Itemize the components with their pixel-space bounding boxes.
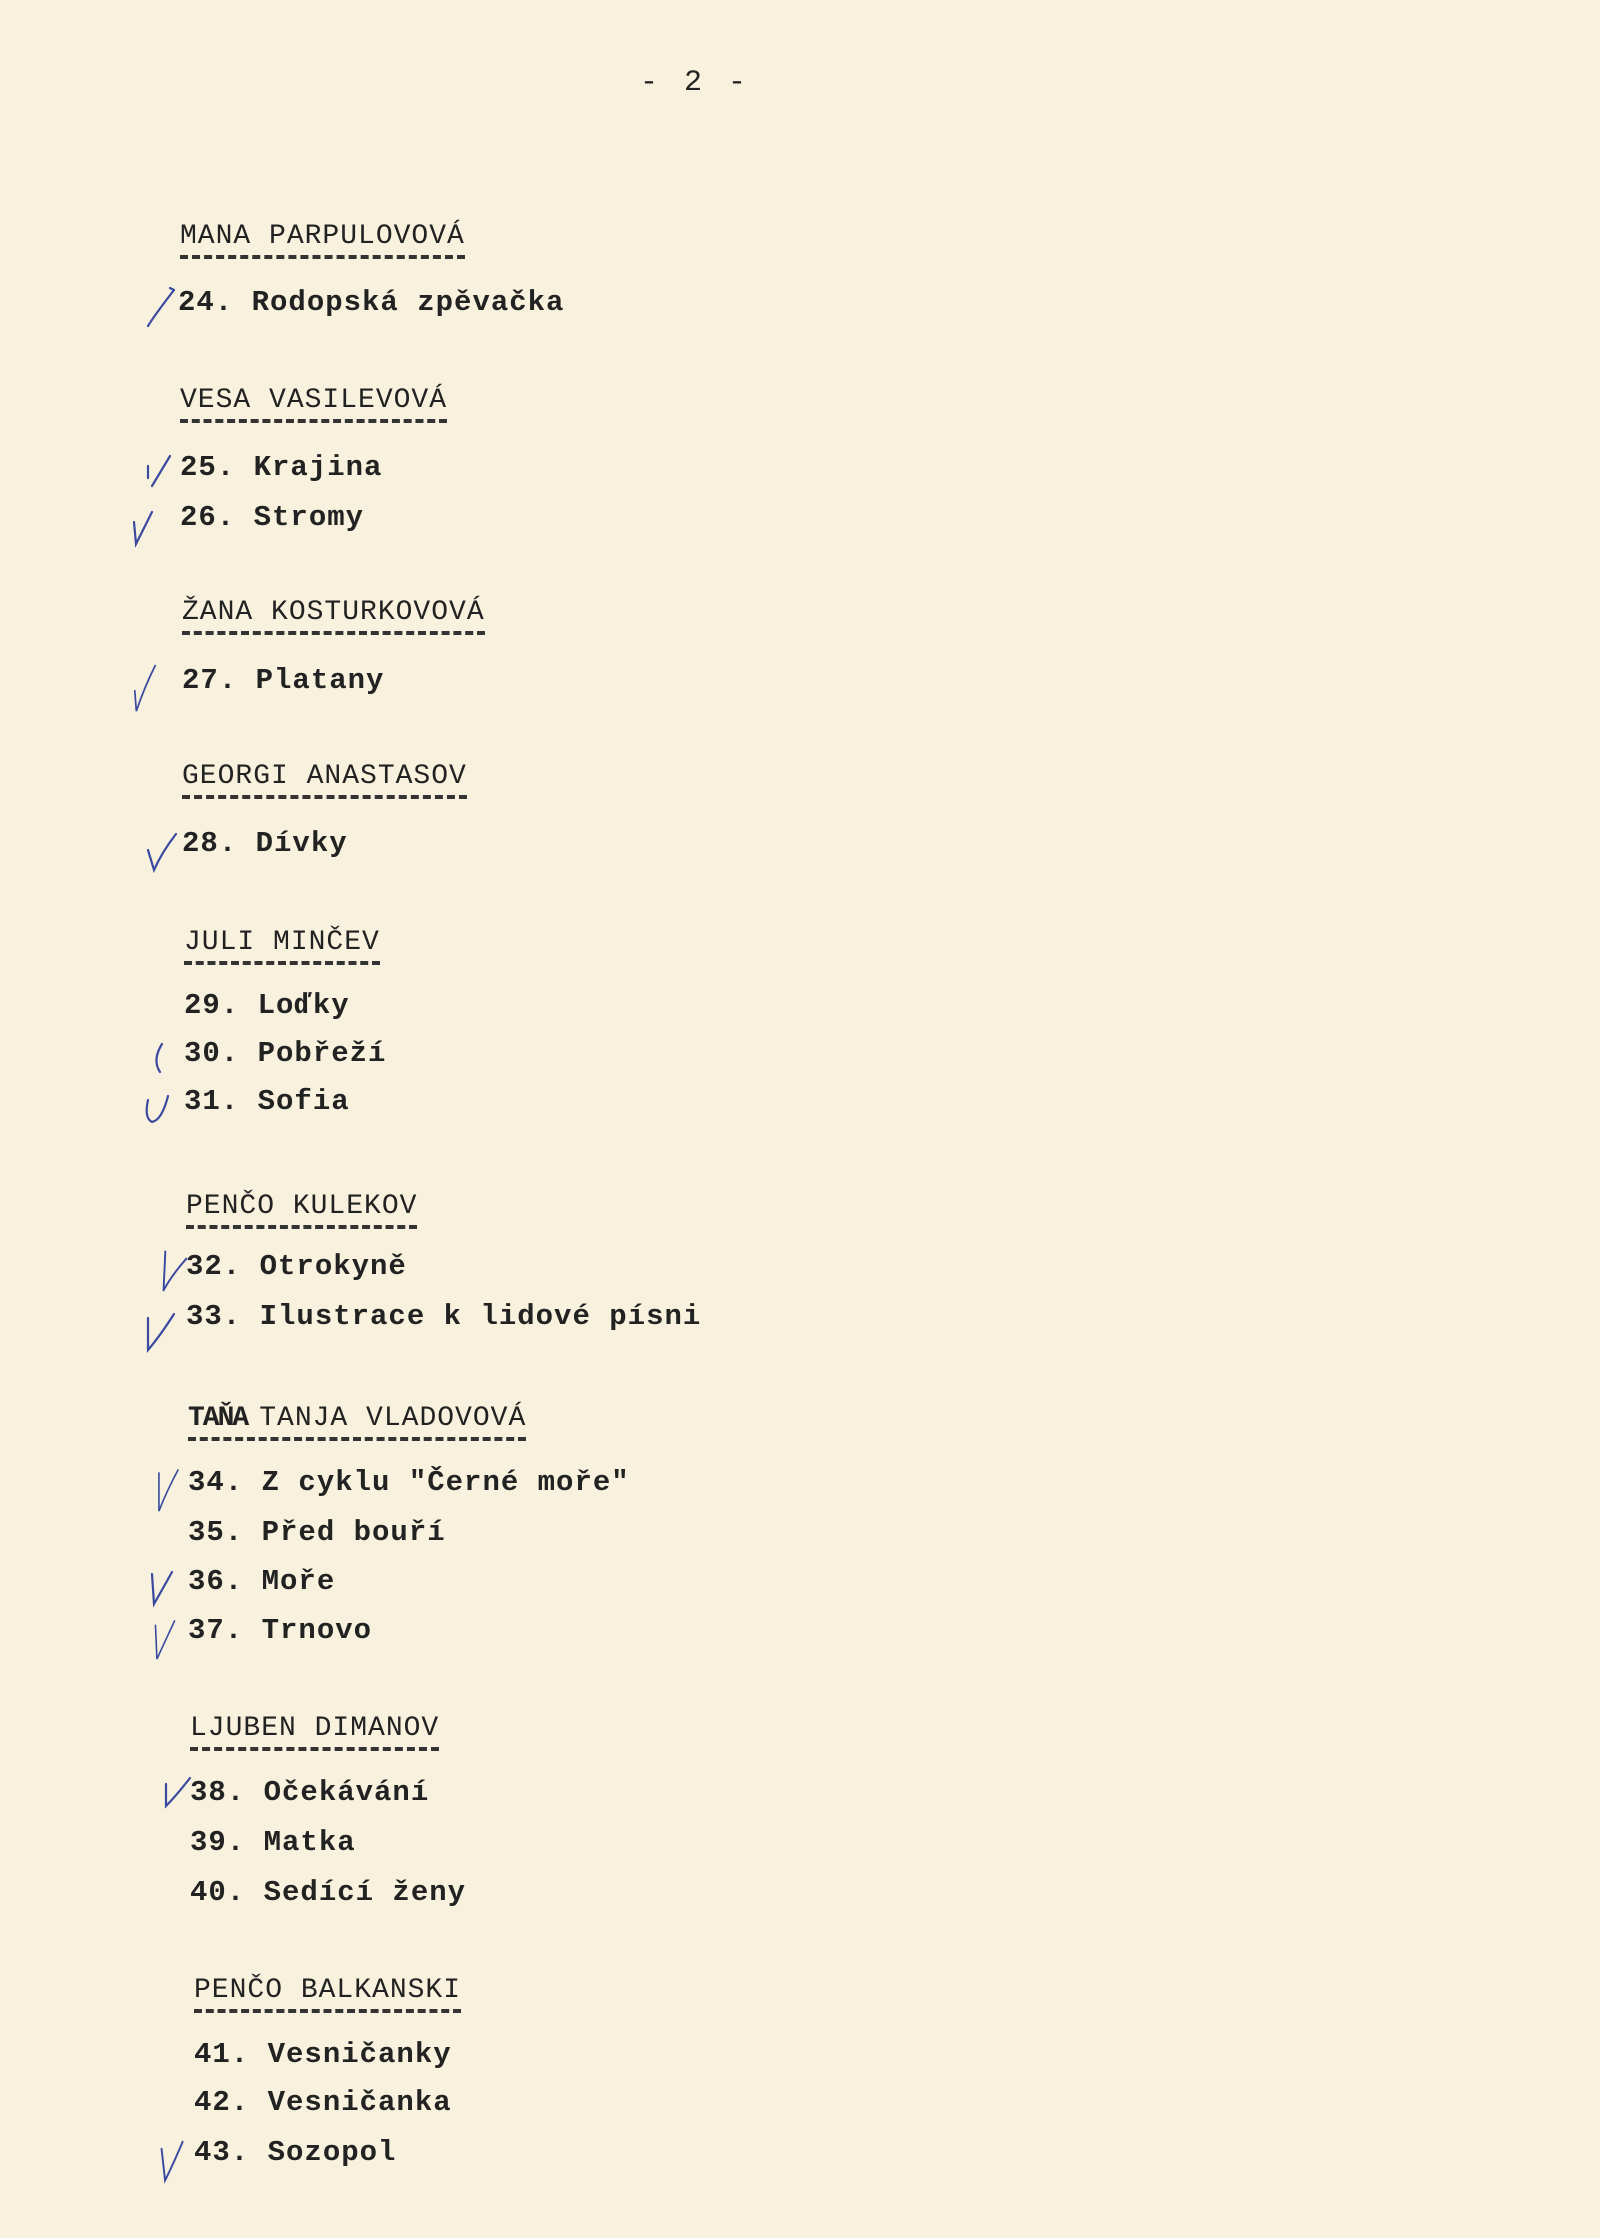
list-item: 36. Moře <box>188 1565 336 1598</box>
checkmark-icon <box>144 1310 178 1354</box>
struck-prefix: TAŇA <box>188 1403 248 1434</box>
list-item: 42. Vesničanka <box>194 2086 452 2119</box>
page-number: - 2 - <box>640 66 751 100</box>
artist-heading: JULI MINČEV <box>184 926 380 965</box>
list-item: 32. Otrokyně <box>186 1250 407 1283</box>
checkmark-icon <box>142 1086 176 1130</box>
artist-heading: PENČO BALKANSKI <box>194 1974 461 2013</box>
list-item: 33. Ilustrace k lidové písni <box>186 1300 702 1333</box>
list-item: 26. Stromy <box>180 501 365 534</box>
artist-heading: LJUBEN DIMANOV <box>190 1712 439 1751</box>
list-item: 34. Z cyklu "Černé moře" <box>188 1466 630 1499</box>
checkmark-icon <box>128 664 162 708</box>
checkmark-icon <box>146 1568 180 1612</box>
list-item: 43. Sozopol <box>194 2136 397 2169</box>
list-item: 31. Sofia <box>184 1085 350 1118</box>
artist-heading: VESA VASILEVOVÁ <box>180 384 447 423</box>
list-item: 30. Pobřeží <box>184 1037 387 1070</box>
list-item: 24. Rodopská zpěvačka <box>178 286 565 319</box>
artist-name: TANJA VLADOVOVÁ <box>259 1403 527 1434</box>
checkmark-icon <box>150 1470 184 1514</box>
checkmark-icon <box>144 452 178 496</box>
artist-heading: ŽANA KOSTURKOVOVÁ <box>182 596 485 635</box>
artist-heading: MANA PARPULOVOVÁ <box>180 220 465 259</box>
checkmark-icon <box>156 2140 190 2184</box>
list-item: 29. Loďky <box>184 989 350 1022</box>
list-item: 39. Matka <box>190 1826 356 1859</box>
artist-heading <box>188 1402 526 1441</box>
artist-heading: GEORGI ANASTASOV <box>182 760 467 799</box>
list-item: 28. Dívky <box>182 827 348 860</box>
list-item: 41. Vesničanky <box>194 2038 452 2071</box>
list-item: 25. Krajina <box>180 451 383 484</box>
list-item: 37. Trnovo <box>188 1614 373 1647</box>
list-item: 38. Očekávání <box>190 1776 430 1809</box>
checkmark-icon <box>146 830 180 874</box>
list-item: 35. Před bouří <box>188 1516 446 1549</box>
list-item: 40. Sedící ženy <box>190 1876 467 1909</box>
checkmark-icon <box>148 1618 182 1662</box>
checkmark-icon <box>130 504 164 548</box>
list-item: 27. Platany <box>182 664 385 697</box>
checkmark-icon <box>150 1038 184 1082</box>
checkmark-icon <box>146 286 180 330</box>
artist-heading: PENČO KULEKOV <box>186 1190 417 1229</box>
